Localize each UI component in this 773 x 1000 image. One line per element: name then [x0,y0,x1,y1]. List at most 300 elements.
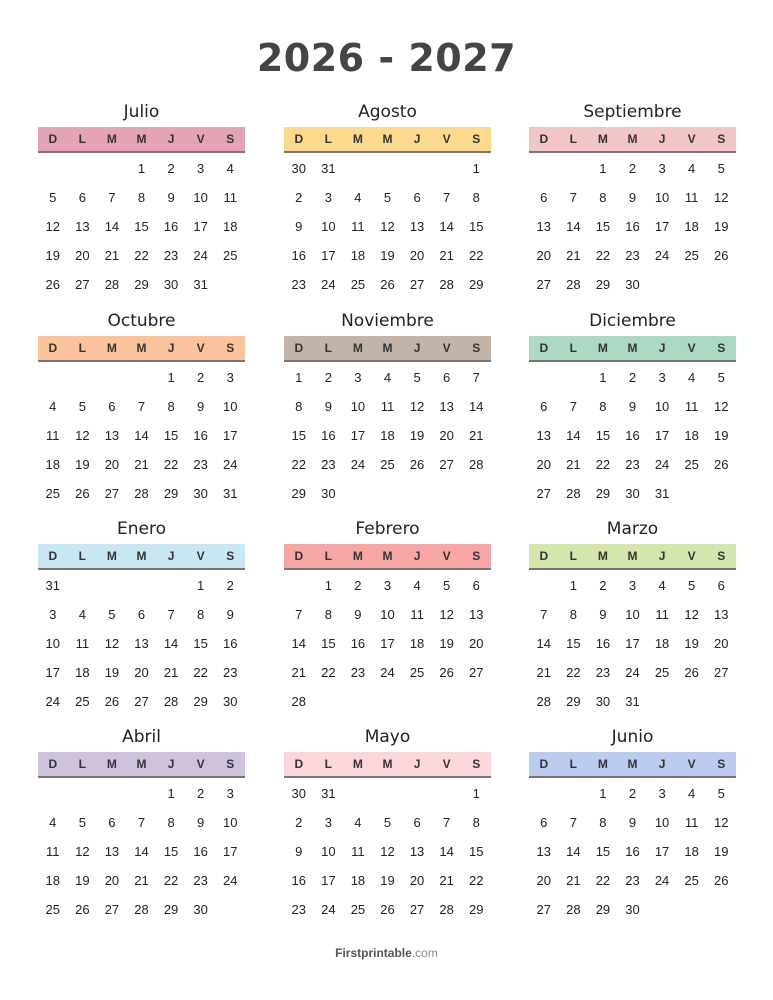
weekday-header [529,752,736,778]
days-grid [38,363,245,508]
day-cell: 30 [163,277,179,292]
day-cell: 24 [654,457,670,472]
day-cell: 17 [45,665,61,680]
weekday-header [529,544,736,570]
day-cell: 20 [409,873,425,888]
day-cell: 28 [536,694,552,709]
weekday-label: L [324,132,333,146]
day-cell: 7 [443,815,451,830]
day-cell: 14 [291,636,307,651]
weekday-label: J [413,757,421,771]
day-cell: 20 [409,248,425,263]
day-cell: 14 [439,844,454,859]
weekday-label: M [352,549,363,563]
day-cell: 22 [291,457,307,472]
weekday-label: J [658,341,666,355]
day-cell: 18 [75,665,90,680]
day-cell: 3 [324,190,332,205]
weekday-header [38,336,245,362]
day-empty [559,779,589,808]
days-grid [284,363,491,508]
month-mayo [284,726,491,924]
day-cell: 15 [321,636,336,651]
day-cell: 18 [684,844,699,859]
day-cell: 4 [658,578,666,593]
day-cell: 6 [137,607,146,622]
day-empty [127,571,157,600]
month-name: Marzo [606,519,659,539]
day-cell: 30 [625,902,640,917]
days-grid [529,363,736,508]
day-cell: 15 [134,219,149,234]
day-cell: 21 [536,665,552,680]
day-cell: 19 [684,636,699,651]
day-cell: 21 [163,665,179,680]
day-empty [97,154,127,183]
weekday-label: S [472,757,481,771]
day-cell: 15 [595,219,611,234]
day-cell: 9 [324,399,332,414]
days-grid [284,571,491,716]
weekday-label: D [294,132,304,146]
day-cell: 20 [104,873,120,888]
weekday-label: M [106,549,117,563]
day-cell: 7 [167,607,175,622]
day-cell: 16 [163,219,179,234]
day-cell: 8 [197,607,205,622]
day-cell: 9 [599,607,607,622]
day-cell: 2 [628,161,637,176]
day-cell: 19 [75,873,90,888]
day-cell: 14 [536,636,552,651]
weekday-label: V [196,549,205,563]
day-cell: 4 [413,578,421,593]
day-empty [677,895,707,924]
day-cell: 3 [49,607,57,622]
weekday-label: M [136,341,147,355]
day-cell: 8 [167,815,175,830]
day-cell: 21 [439,873,454,888]
day-cell: 2 [295,815,303,830]
weekday-label: S [472,549,481,563]
day-cell: 6 [472,578,480,593]
day-cell: 18 [654,636,670,651]
day-cell: 26 [684,665,699,680]
day-cell: 30 [193,902,208,917]
day-cell: 26 [104,694,120,709]
day-cell: 28 [566,277,581,292]
weekday-label: V [442,549,451,563]
day-empty [432,779,462,808]
weekday-label: V [687,341,696,355]
day-cell: 2 [324,370,332,385]
day-cell: 29 [163,486,179,501]
day-cell: 2 [599,578,607,593]
day-cell: 16 [291,873,307,888]
day-cell: 9 [197,815,205,830]
day-cell: 9 [628,190,637,205]
day-cell: 21 [468,428,484,443]
day-cell: 7 [472,370,480,385]
day-cell: 1 [295,370,303,385]
day-cell: 23 [222,665,238,680]
day-cell: 26 [713,457,729,472]
day-empty [461,479,491,508]
day-cell: 13 [104,844,120,859]
weekday-label: S [717,549,726,563]
day-cell: 27 [536,486,552,501]
day-cell: 25 [380,457,395,472]
day-cell: 3 [658,370,666,385]
weekday-label: L [324,549,333,563]
weekday-label: M [627,757,638,771]
day-cell: 4 [688,161,696,176]
day-cell: 23 [193,873,208,888]
day-cell: 31 [654,486,670,501]
days-grid [529,571,736,716]
day-empty [343,154,373,183]
day-cell: 8 [569,607,577,622]
day-cell: 18 [45,873,61,888]
day-cell: 26 [409,457,425,472]
day-cell: 4 [688,370,696,385]
day-cell: 18 [222,219,238,234]
day-cell: 27 [439,457,454,472]
day-cell: 16 [193,428,208,443]
day-cell: 21 [566,873,581,888]
day-cell: 18 [409,636,425,651]
day-empty [647,687,677,716]
day-cell: 12 [409,399,425,414]
day-cell: 19 [75,457,90,472]
day-cell: 13 [536,428,552,443]
day-cell: 17 [222,428,238,443]
day-cell: 28 [134,486,149,501]
month-name: Septiembre [583,102,682,122]
month-enero [38,518,245,716]
day-cell: 9 [295,844,303,859]
day-cell: 12 [713,190,729,205]
day-cell: 10 [193,190,208,205]
day-cell: 13 [536,219,552,234]
day-cell: 20 [134,665,149,680]
day-cell: 2 [628,786,637,801]
day-empty [529,571,559,600]
weekday-label: J [413,341,421,355]
day-empty [68,571,98,600]
day-cell: 23 [625,457,640,472]
day-cell: 24 [321,277,336,292]
weekday-header [529,336,736,362]
day-cell: 2 [197,786,205,801]
days-grid [38,779,245,924]
day-cell: 12 [713,815,729,830]
day-cell: 4 [49,399,57,414]
day-empty [432,154,462,183]
weekday-header [38,127,245,153]
weekday-label: M [136,549,147,563]
day-cell: 13 [134,636,149,651]
weekday-label: D [539,549,549,563]
weekday-label: S [226,132,235,146]
day-empty [314,687,344,716]
day-empty [706,270,736,299]
day-cell: 26 [45,277,61,292]
day-cell: 17 [321,873,336,888]
day-cell: 7 [569,399,577,414]
days-grid [38,571,245,716]
day-cell: 23 [163,248,179,263]
day-cell: 2 [226,578,234,593]
month-name: Abril [122,727,161,747]
day-cell: 5 [78,815,86,830]
day-cell: 29 [134,277,149,292]
day-cell: 9 [197,399,205,414]
day-cell: 12 [380,844,395,859]
day-empty [68,154,98,183]
day-cell: 21 [566,248,581,263]
day-empty [38,363,68,392]
day-cell: 2 [295,190,303,205]
day-cell: 27 [536,277,552,292]
day-cell: 7 [569,815,577,830]
footer-brand [0,946,773,960]
day-empty [706,479,736,508]
weekday-label: D [294,341,304,355]
month-febrero [284,518,491,716]
day-cell: 14 [566,844,581,859]
day-cell: 17 [654,844,670,859]
day-empty [156,571,186,600]
day-cell: 25 [654,665,670,680]
day-cell: 28 [566,486,581,501]
day-cell: 1 [167,786,175,801]
day-cell: 7 [108,190,116,205]
day-cell: 24 [380,665,395,680]
day-cell: 30 [193,486,208,501]
footer-brand-name: Firstprintable [335,946,412,960]
day-cell: 24 [654,248,670,263]
day-cell: 30 [625,277,640,292]
weekday-label: J [167,341,175,355]
weekday-label: L [569,549,578,563]
day-cell: 15 [595,844,611,859]
day-cell: 1 [197,578,205,593]
day-empty [38,779,68,808]
day-cell: 17 [350,428,366,443]
day-empty [677,687,707,716]
weekday-label: V [687,757,696,771]
weekday-label: L [569,132,578,146]
weekday-label: L [78,132,87,146]
day-cell: 19 [713,844,729,859]
day-cell: 19 [409,428,425,443]
day-cell: 4 [383,370,392,385]
day-cell: 18 [350,873,366,888]
weekday-label: M [627,549,638,563]
day-cell: 22 [193,665,208,680]
day-cell: 7 [569,190,577,205]
day-empty [373,154,403,183]
month-agosto [284,101,491,299]
day-empty [559,363,589,392]
day-cell: 11 [46,844,60,859]
month-name: Febrero [355,519,420,539]
day-cell: 28 [104,277,120,292]
day-cell: 22 [163,457,179,472]
day-cell: 26 [713,248,729,263]
day-cell: 16 [321,428,336,443]
day-cell: 10 [350,399,366,414]
day-cell: 6 [540,190,548,205]
weekday-header [284,752,491,778]
weekday-label: J [167,549,175,563]
day-cell: 1 [472,161,480,176]
day-cell: 15 [468,219,484,234]
day-cell: 16 [193,844,208,859]
weekday-label: L [78,341,87,355]
weekday-label: S [472,341,481,355]
day-cell: 7 [137,815,146,830]
day-cell: 15 [163,844,179,859]
month-name: Noviembre [341,311,434,331]
day-empty [215,270,245,299]
day-cell: 23 [291,902,307,917]
day-cell: 21 [104,248,120,263]
days-grid [38,154,245,299]
day-empty [402,479,432,508]
day-cell: 8 [295,399,303,414]
day-cell: 19 [104,665,120,680]
day-cell: 6 [540,399,548,414]
day-cell: 27 [409,902,425,917]
day-cell: 13 [468,607,484,622]
weekday-header [38,544,245,570]
day-cell: 30 [222,694,238,709]
day-cell: 27 [134,694,149,709]
day-cell: 9 [628,399,637,414]
day-empty [373,479,403,508]
day-cell: 31 [222,486,238,501]
day-cell: 13 [409,844,425,859]
day-empty [677,479,707,508]
month-octubre [38,310,245,508]
weekday-label: J [658,757,666,771]
day-cell: 19 [380,248,395,263]
day-empty [432,687,462,716]
day-cell: 8 [599,815,607,830]
day-cell: 13 [439,399,454,414]
day-cell: 5 [717,370,725,385]
day-cell: 22 [134,248,149,263]
day-cell: 14 [163,636,179,651]
day-cell: 20 [468,636,484,651]
day-cell: 6 [540,815,548,830]
day-cell: 20 [75,248,90,263]
weekday-label: S [717,757,726,771]
day-cell: 17 [654,428,670,443]
weekday-label: S [226,341,235,355]
day-cell: 28 [134,902,149,917]
day-cell: 28 [439,902,454,917]
day-cell: 24 [321,902,336,917]
day-cell: 28 [439,277,454,292]
day-cell: 23 [625,873,640,888]
day-cell: 26 [439,665,454,680]
day-cell: 27 [75,277,90,292]
day-empty [68,779,98,808]
weekday-label: L [569,757,578,771]
weekday-label: D [48,757,58,771]
day-cell: 5 [688,578,696,593]
day-cell: 29 [468,902,484,917]
day-cell: 23 [321,457,336,472]
day-cell: 29 [595,902,611,917]
day-cell: 30 [291,786,307,801]
day-cell: 20 [536,457,552,472]
day-empty [559,154,589,183]
day-cell: 25 [684,248,699,263]
day-cell: 5 [49,190,57,205]
day-empty [432,479,462,508]
day-cell: 27 [713,665,729,680]
day-cell: 15 [468,844,484,859]
day-cell: 19 [45,248,61,263]
day-cell: 12 [380,219,395,234]
weekday-label: M [597,132,608,146]
weekday-label: L [324,757,333,771]
day-cell: 29 [566,694,581,709]
weekday-label: V [442,132,451,146]
day-cell: 15 [566,636,581,651]
day-cell: 25 [75,694,90,709]
day-cell: 27 [468,665,484,680]
day-cell: 30 [595,694,611,709]
day-cell: 10 [654,190,670,205]
weekday-label: M [627,132,638,146]
day-cell: 1 [599,786,607,801]
month-julio [38,101,245,299]
day-cell: 4 [354,190,362,205]
day-cell: 29 [595,486,611,501]
weekday-label: D [294,757,304,771]
weekday-label: V [687,549,696,563]
day-cell: 3 [226,370,234,385]
day-cell: 14 [104,219,120,234]
weekday-label: L [78,549,87,563]
day-cell: 23 [291,277,307,292]
day-cell: 15 [291,428,307,443]
weekday-label: V [196,757,205,771]
day-cell: 20 [439,428,454,443]
day-cell: 18 [684,219,699,234]
day-cell: 18 [684,428,699,443]
day-cell: 4 [78,607,86,622]
day-cell: 15 [163,428,179,443]
day-cell: 24 [45,694,61,709]
day-cell: 12 [75,844,90,859]
day-empty [402,154,432,183]
day-cell: 6 [78,190,86,205]
day-cell: 10 [654,815,670,830]
day-cell: 1 [137,161,146,176]
day-cell: 6 [108,399,116,414]
day-cell: 9 [295,219,303,234]
day-cell: 31 [321,161,336,176]
day-cell: 25 [409,665,425,680]
weekday-label: M [382,341,393,355]
day-cell: 13 [409,219,425,234]
